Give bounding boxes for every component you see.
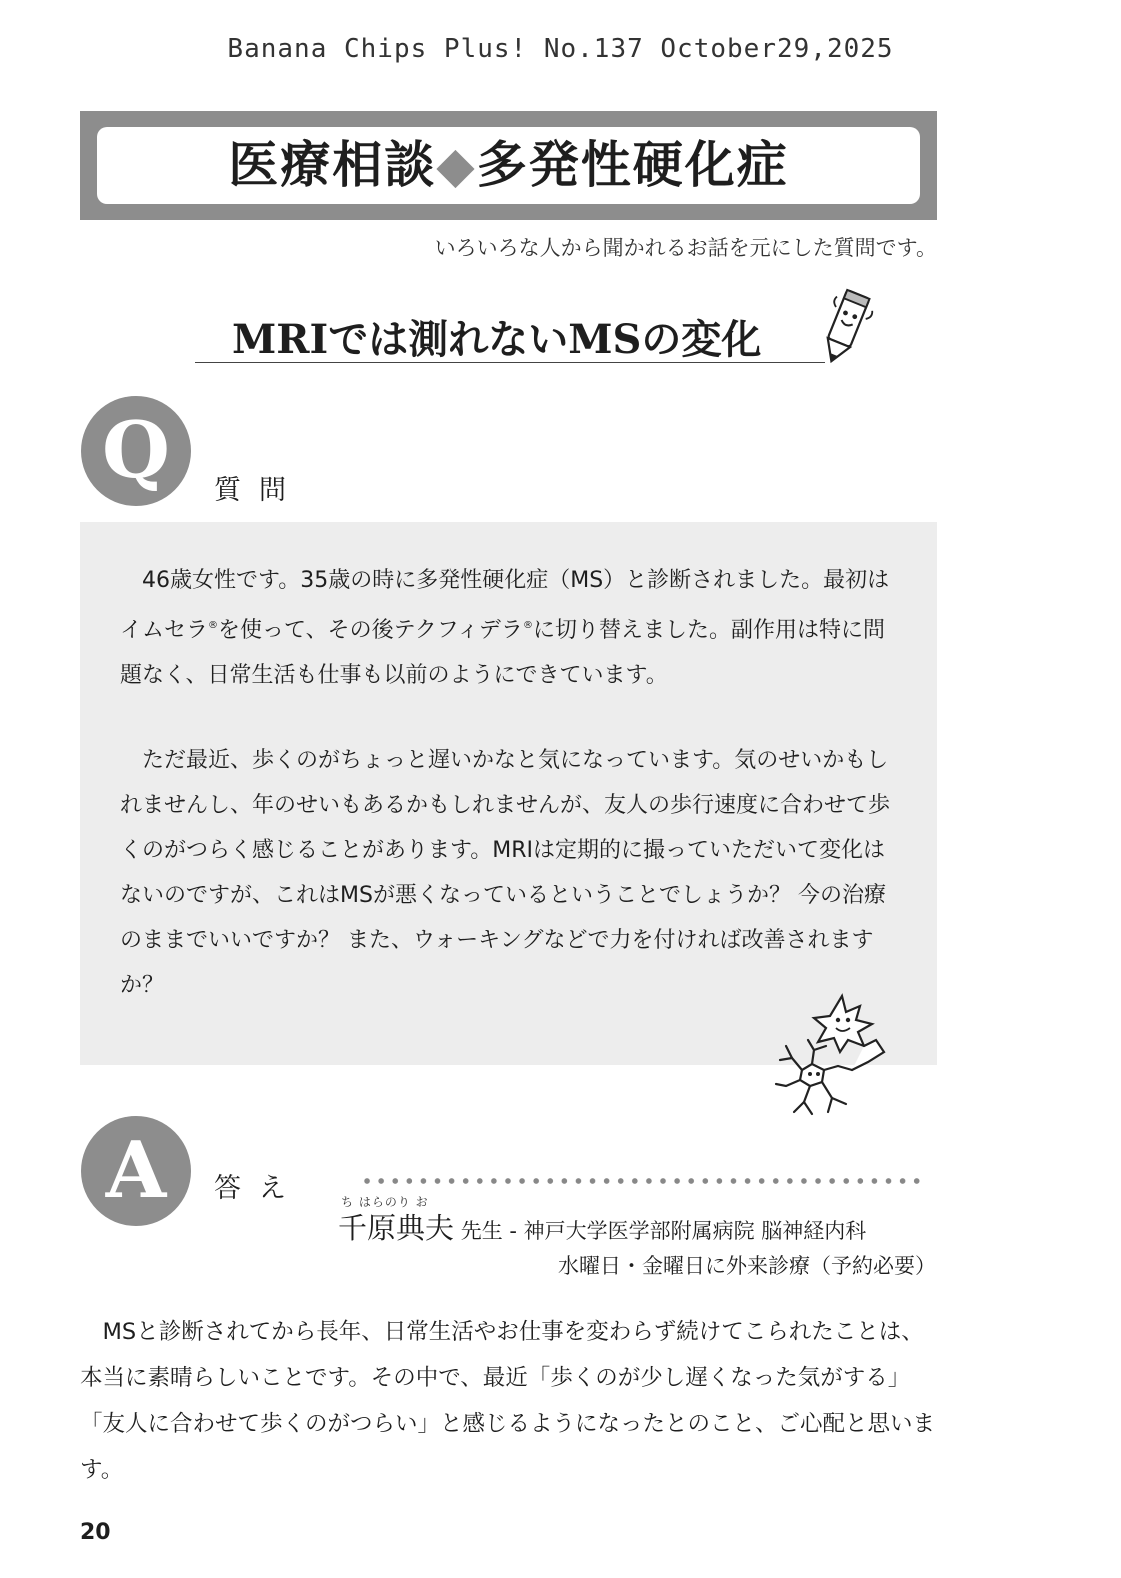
question-paragraph-1 (120, 558, 900, 698)
registered-mark: ® (208, 620, 219, 631)
question-text-part: 46歳女性です。35歳の時に多発性硬化症（MS）と診断されました。最初はイムセラ (120, 568, 890, 643)
doctor-affiliation: 先生 - 神戸大学医学部附属病院 脳神経内科 (454, 1219, 867, 1243)
running-header: Banana Chips Plus! No.137 October29,2025 (227, 34, 894, 64)
title-right: 多発性硬化症 (476, 136, 789, 194)
answer-badge: A (81, 1116, 191, 1226)
title-banner (80, 111, 937, 220)
registered-mark: ® (522, 620, 533, 631)
diamond-icon: ◆ (436, 136, 477, 194)
doctor-name: 千原典夫 (338, 1211, 455, 1245)
answer-text: MSと診断されてから長年、日常生活やお仕事を変わらず続けてこられたことは、本当に素晴らしいことです。その中で、最近「歩くのが少し遅くなった気がする」「友人に合わせて歩くのがつらい」と感じるようになったとのこと、ご心配と思います。 (80, 1319, 936, 1483)
doctor-credit (338, 1206, 866, 1247)
dotted-divider (360, 1176, 925, 1186)
headline-text: MRIでは測れないMSの変化 (232, 316, 762, 363)
question-badge: Q (81, 396, 191, 506)
question-label: 質問 (214, 475, 304, 506)
page-title (97, 127, 920, 204)
question-box (80, 522, 937, 1065)
doctor-name-ruby: ち はらのり お (341, 1195, 429, 1209)
subtitle: いろいろな人から聞かれるお話を元にした質問です。 (434, 236, 937, 260)
question-paragraph-2: ただ最近、歩くのがちょっと遅いかなと気になっています。気のせいかもしれませんし、年のせいもあるかもしれませんが、友人の歩行速度に合わせて歩くのがつらく感じることがあります。MRIは定期的に撮っていただいて変化はないのですが、これはMSが悪くなっているということでしょうか？ 今の治療のままでいいですか？ また、ウォーキングなどで力を付ければ改善されますか？ (120, 748, 891, 998)
title-left: 医療相談 (228, 136, 437, 194)
neuron-mascot-icon (772, 990, 902, 1120)
page-number: 20 (80, 1520, 111, 1545)
pencil-mascot-icon (810, 282, 882, 368)
question-text-part: を使って、その後テクフィデラ (218, 618, 523, 643)
question-text-part: に切り替えました。副作用は特に問題なく、日常生活も仕事も以前のようにできています。 (120, 618, 885, 688)
article-headline (195, 300, 825, 363)
clinic-hours: 水曜日・金曜日に外来診療（予約必要） (558, 1254, 936, 1278)
answer-label: 答え (214, 1173, 304, 1204)
